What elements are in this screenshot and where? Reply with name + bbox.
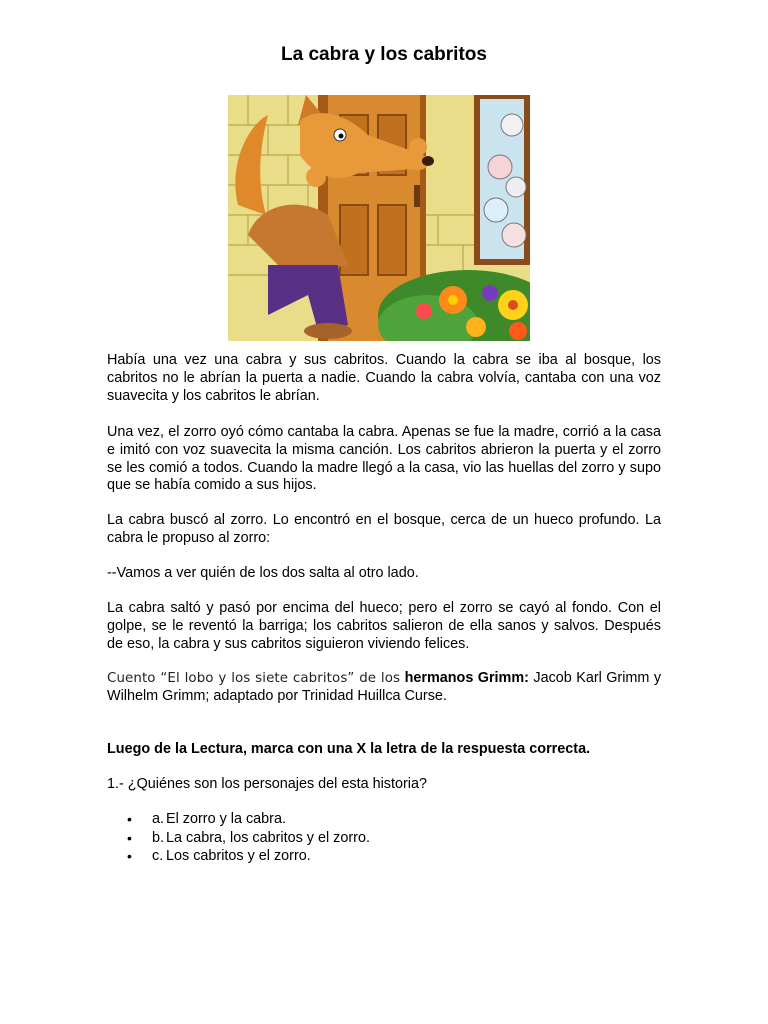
- option-c[interactable]: [107, 847, 370, 866]
- option-text: El zorro y la cabra.: [166, 811, 286, 827]
- question-text: 1.- ¿Quiénes son los personajes del esta historia?: [107, 776, 427, 792]
- option-b[interactable]: [107, 829, 370, 848]
- option-a[interactable]: [107, 810, 370, 829]
- option-letter: b.: [152, 829, 165, 846]
- story-credit: [107, 670, 661, 706]
- story-paragraph-2: Una vez, el zorro oyó cómo cantaba la cabra. Apenas se fue la madre, corrió a la casa e imitó con voz suavecita la misma canción. Los cabritos abrieron la puerta y el zorro se les comió a todos. Cuando la madre llegó a la casa, vio las huellas del zorro y supo que se había comido a sus hijos.: [107, 424, 661, 494]
- story-illustration: [228, 95, 530, 341]
- credit-suffix: Jacob Karl Grimm y Wilhelm Grimm; adaptado por Trinidad Huillca Curse.: [107, 670, 662, 704]
- option-text: Los cabritos y el zorro.: [166, 848, 311, 864]
- option-letter: a.: [152, 811, 165, 827]
- credit-authors: hermanos Grimm:: [404, 670, 529, 686]
- document-title: La cabra y los cabritos: [281, 44, 487, 65]
- fox-at-door-illustration: [228, 95, 530, 341]
- option-letter: c.: [152, 848, 164, 864]
- story-paragraph-5: La cabra saltó y pasó por encima del hueco; pero el zorro se cayó al fondo. Con el golpe, se le reventó la barriga; los cabritos salieron de ella sanos y salvos. Después de eso, la cabra y sus cabritos siguieron viviendo felices.: [107, 600, 661, 652]
- option-text: La cabra, los cabritos y el zorro.: [166, 829, 370, 846]
- story-paragraph-3: La cabra buscó al zorro. Lo encontró en el bosque, cerca de un hueco profundo. La cabra le propuso al zorro:: [107, 512, 661, 546]
- story-paragraph-1: Había una vez una cabra y sus cabritos. Cuando la cabra se iba al bosque, los cabritos no le abrían la puerta a nadie. Cuando la cabra volvía, cantaba con una voz suavecita y los cabritos le abrían.: [107, 352, 661, 404]
- credit-prefix: Cuento “El lobo y los siete cabritos” de los: [107, 671, 401, 686]
- instruction: Luego de la Lectura, marca con una X la letra de la respuesta correcta.: [107, 741, 591, 757]
- answer-options: [107, 810, 370, 866]
- story-paragraph-4: --Vamos a ver quién de los dos salta al otro lado.: [107, 565, 419, 581]
